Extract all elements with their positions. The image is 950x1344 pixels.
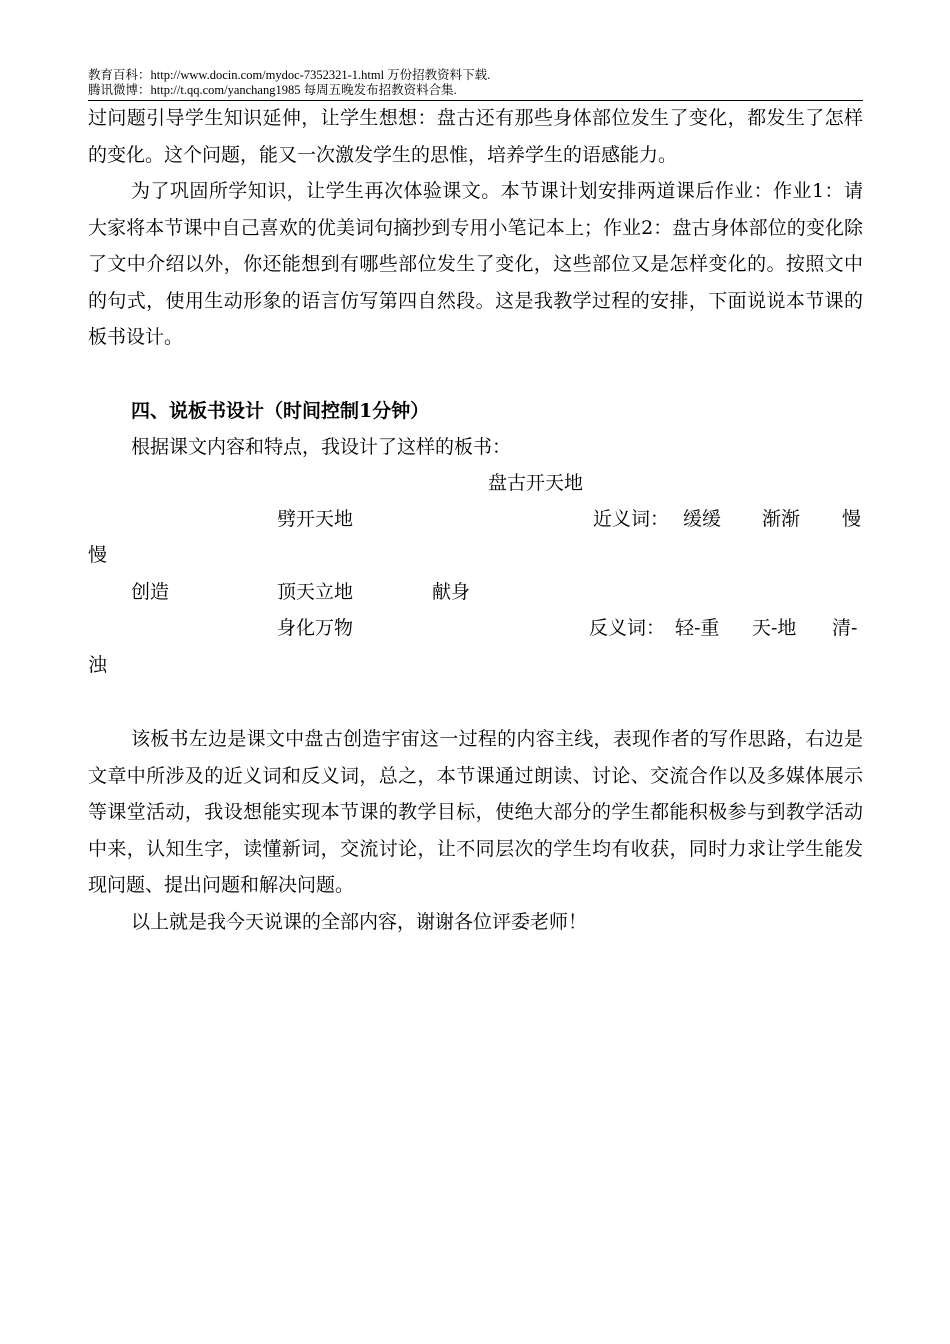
blackboard-intro: 根据课文内容和特点，我设计了这样的板书： — [131, 436, 512, 458]
paragraph-homework: 为了巩固所学知识，让学生再次体验课文。本节课计划安排两道课后作业：作业1：请大家将本节课中自己喜欢的优美词句摘抄到专用小笔记本上；作业2：盘古身体部位的变化除了文中介绍以外，你还能想到有哪些部位发生了变化，这些部位又是怎样变化的。按照文中的句式，使用生动形象的语言仿写第四自然段。这是我教学过程的安排，下面说说本节课的板书设计。 — [88, 180, 863, 348]
section-heading-blackboard: 四、说板书设计（时间控制1分钟） — [131, 400, 430, 422]
page-header — [88, 68, 863, 98]
blackboard-step-2: 顶天立地 — [277, 581, 354, 603]
blackboard-step-1: 劈开天地 — [277, 508, 354, 530]
synonym-1: 缓缓 — [683, 508, 722, 530]
antonyms-label: 反义词： — [589, 617, 666, 639]
blackboard-right-main: 献身 — [432, 581, 471, 603]
paragraph-continuation: 过问题引导学生知识延伸，让学生想想：盘古还有那些身体部位发生了变化，都发生了怎样的变化。这个问题，能又一次激发学生的思惟，培养学生的语感能力。 — [88, 107, 863, 166]
antonym-1: 轻-重 — [675, 617, 720, 639]
synonym-3: 慢 — [842, 508, 862, 530]
paragraph-thanks: 以上就是我今天说课的全部内容，谢谢各位评委老师！ — [131, 911, 588, 933]
antonym-2: 天-地 — [752, 617, 797, 639]
blackboard-step-3: 身化万物 — [277, 617, 354, 639]
paragraph-summary: 该板书左边是课文中盘古创造宇宙这一过程的内容主线，表现作者的写作思路，右边是文章中所涉及的近义词和反义词，总之，本节课通过朗读、讨论、交流合作以及多媒体展示等课堂活动，我设想能实现本节课的教学目标，使绝大部分的学生都能积极参与到教学活动中来，认知生字，读懂新词，交流讨论，让不同层次的学生均有收获，同时力求让学生能发现问题、提出问题和解决问题。 — [88, 728, 863, 896]
header-line-docin: 教育百科：http://www.docin.com/mydoc-7352321-1.html 万份招教资料下载. — [88, 68, 491, 82]
antonym-3: 清- — [832, 617, 858, 639]
header-line-weibo: 腾讯微博：http://t.qq.com/yanchang1985 每周五晚发布招教资料合集. — [88, 83, 457, 97]
antonym-3-wrap: 浊 — [88, 654, 108, 676]
synonym-3-wrap: 慢 — [88, 544, 108, 566]
blackboard-title: 盘古开天地 — [488, 472, 584, 494]
synonyms-label: 近义词： — [593, 508, 670, 530]
synonym-2: 渐渐 — [762, 508, 801, 530]
blackboard-left-main: 创造 — [131, 581, 170, 603]
